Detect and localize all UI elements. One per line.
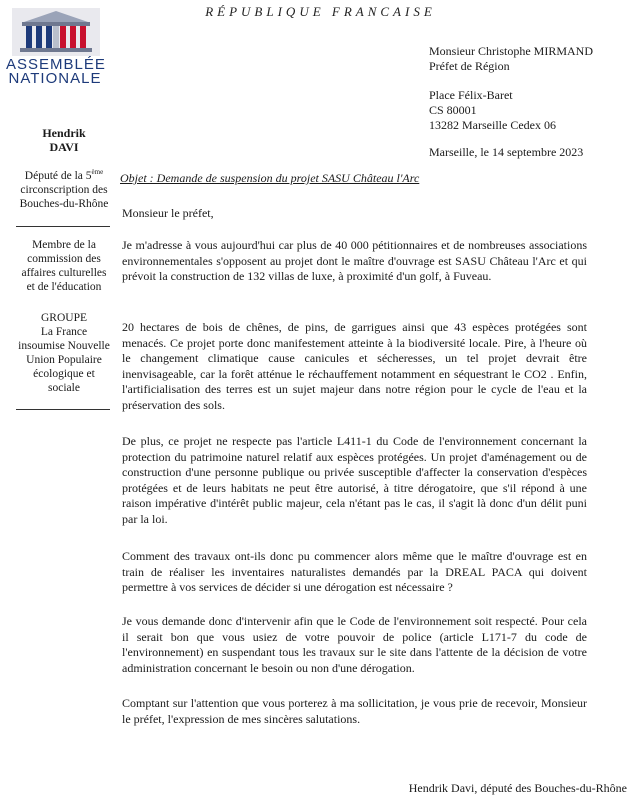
group-line: insoumise Nouvelle: [18, 340, 110, 352]
group-line: GROUPE: [40, 312, 87, 324]
group-line: écologique et: [33, 368, 95, 380]
assemblee-nationale-logo: [6, 6, 104, 86]
role-superscript: ème: [91, 168, 104, 176]
recipient-name: Monsieur Christophe MIRMAND: [429, 44, 593, 58]
body-paragraph-3: De plus, ce projet ne respecte pas l'article L411-1 du Code de l'environnement concernant la protection du patrimoine naturel relatif aux espèces protégées. Un projet d'aménagement ou de construction d'une personne publique ou privée susceptible d'affecter la conservation d'espèces protégées et de leurs habitats ne peut être autorisé, à titre dérogatoire, que s'il répond à une raison impérative d'intérêt public majeur, cela n'étant pas le cas, il s'agit là donc d'un délit puni par la loi.: [122, 434, 587, 526]
sidebar-divider-1: [16, 226, 110, 227]
role-prefix: Député de la 5: [24, 169, 92, 182]
body-paragraph-5: Je vous demande donc d'intervenir afin que le Code de l'environnement soit respecté. Pour cela il serait bon que vous usiez de votre pouvoir de police (article L171-7 du code de l'environnement) en suspendant tous les travaux sur le site dans l'attente de la décision de votre administration concernant le besoin ou non d'une dérogation.: [122, 614, 587, 675]
assemblee-building-icon: [10, 6, 102, 58]
signature: Hendrik Davi, député des Bouches-du-Rhône: [408, 781, 627, 795]
member-line: affaires culturelles: [21, 267, 107, 279]
body-paragraph-6: Comptant sur l'attention que vous porterez à ma sollicitation, je vous prie de recevoir, Monsieur le préfet, l'expression de mes sincères salutations.: [122, 696, 587, 726]
letter-date: Marseille, le 14 septembre 2023: [429, 145, 584, 159]
logo-line-2: NATIONALE: [8, 70, 102, 87]
address-cs: CS 80001: [429, 103, 477, 117]
address-street: Place Félix-Baret: [429, 88, 513, 102]
republic-header: RÉPUBLIQUE FRANCAISE: [205, 4, 436, 19]
role-line-3: Bouches-du-Rhône: [19, 197, 109, 210]
deputy-first-name: Hendrik: [42, 126, 86, 140]
commission-membership: [14, 238, 114, 294]
body-paragraph-1: Je m'adresse à vous aujourd'hui car plus de 40 000 pétitionnaires et de nombreuses associations environnementales s'opposent au projet dont le maître d'ouvrage est SASU Château l'Arc et qui prévoit la construction de 132 villas de luxe, à proximité d'un golf, à Fuveau.: [122, 238, 587, 284]
salutation: Monsieur le préfet,: [122, 206, 214, 220]
political-group: [14, 311, 114, 395]
logo-line-1: ASSEMBLÉE: [6, 56, 106, 73]
body-paragraph-2: 20 hectares de bois de chênes, de pins, de garrigues ainsi que 43 espèces protégées sont menacés. Ce projet porte donc manifestement atteinte à la biodiversité locale. Pire, à l'heure où le changement climatique cause canicules et sécheresses, un tel projet devrait être inenvisageable, car la forêt atténue le réchauffement notamment en séquestrant le CO2 . Enfin, l'artificialisation des terres est un sujet majeur dans notre région pour le cycle de l'eau et la préservation des sols.: [122, 320, 587, 412]
deputy-name: [14, 126, 114, 154]
role-line-2: circonscription des: [20, 183, 108, 196]
member-line: commission des: [27, 253, 101, 265]
recipient-title: Préfet de Région: [429, 59, 510, 73]
deputy-last-name: DAVI: [49, 140, 79, 154]
member-line: et de l'éducation: [26, 281, 102, 293]
sidebar-divider-2: [16, 409, 110, 410]
recipient-address: [429, 88, 629, 133]
letter-subject: Objet : Demande de suspension du projet SASU Château l'Arc: [120, 171, 420, 185]
deputy-role: [14, 165, 114, 211]
group-line: sociale: [48, 382, 80, 394]
group-line: Union Populaire: [26, 354, 102, 366]
member-line: Membre de la: [32, 239, 96, 251]
recipient-block: [429, 44, 629, 74]
address-city: 13282 Marseille Cedex 06: [429, 118, 556, 132]
body-paragraph-4: Comment des travaux ont-ils donc pu commencer alors même que le maître d'ouvrage est en train de réaliser les inventaires naturalistes demandés par la DREAL PACA qui doivent permettre à vos services de décider si une dérogation est nécessaire ?: [122, 549, 587, 595]
group-line: La France: [40, 326, 88, 338]
